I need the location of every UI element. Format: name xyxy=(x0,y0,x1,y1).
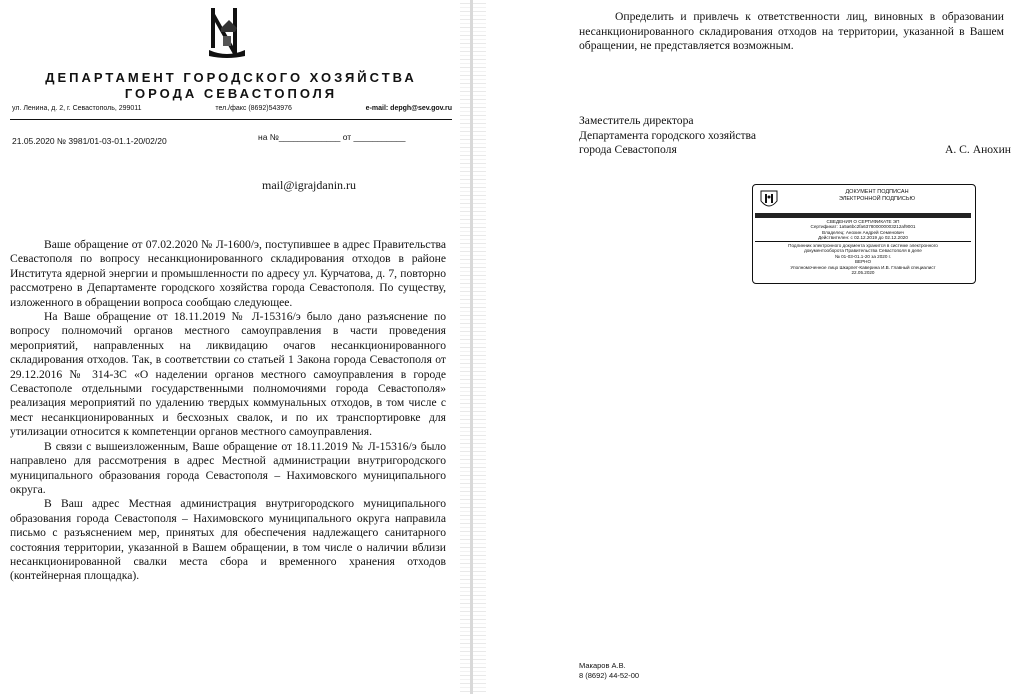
stamp-cert-owner: Владелец: Анохин Андрей Семенович xyxy=(822,229,904,235)
signer-row xyxy=(579,143,1011,158)
stamp-emblem-icon xyxy=(759,189,779,211)
stamp-verified: ВЕРНО xyxy=(854,259,872,265)
performer-block xyxy=(579,661,639,681)
signer-position-line1: Заместитель директора xyxy=(579,114,694,127)
department-name: ДЕПАРТАМЕНТ ГОРОДСКОГО ХОЗЯЙСТВА xyxy=(45,70,417,85)
stamp-title: ДОКУМЕНТ ПОДПИСАН ЭЛЕКТРОННОЙ ПОДПИСЬЮ xyxy=(838,189,916,202)
stamp-header-bar xyxy=(755,213,971,218)
stamp-divider xyxy=(755,241,971,242)
incoming-reference: на №_____________ от ___________ xyxy=(258,132,406,142)
outgoing-reference: 21.05.2020 № 3981/01-03-01.1-20/02/20 xyxy=(12,136,167,146)
body-paragraph: На Ваше обращение от 18.11.2019 № Л-15316/э было дано разъяснение по вопросу полномочий органов местного самоуправления в части проведения мероприятий, направленных на ликвидацию очагов несанкционированного складирования отходов. Так, в соответствии со статьей 1 Закона города Севастополя от 29.12.2016 № 314-ЗС «О наделении органов местного самоуправления в городе Севастополе отдельными государственными полномочиями города Севастополя» реализация мероприятий по удалению твердых коммунальных отходов, в том числе с мест несанкционированных и бесхозных свалок, и по их транспортировке для утилизации относится к компетенции органов местного самоуправления. xyxy=(10,310,446,439)
stamp-cert-validity: Действителен: с 02.12.2019 до 02.12.2020 xyxy=(818,235,908,241)
electronic-signature-stamp xyxy=(752,184,976,284)
stamp-authorized-person: Уполномоченное лицо Шкарпет-Каверина И.В. Главный специалист xyxy=(790,264,936,270)
department-city: ГОРОДА СЕВАСТОПОЛЯ xyxy=(124,86,338,101)
signer-position-line3: города Севастополя xyxy=(579,143,677,157)
stamp-cert-header: СВЕДЕНИЯ О СЕРТИФИКАТЕ ЭП xyxy=(826,219,900,224)
body-paragraph: В Ваш адрес Местная администрация внутригородского муниципального образования города Севастополя – Нахимовского муниципального округа направила письмо с разъяснением мер, принятых для обеспечения надлежащего санитарного состояния территории, указанной в Вашем обращении, в том числе о наличии вблизи несанкционированной свалки места сбора и временного хранения отходов (контейнерная площадка). xyxy=(10,497,446,583)
signer-name: А. С. Анохин xyxy=(945,143,1011,157)
stamp-copy-info: Подлинник электронного документа хранится в системе электронного документооборота Правительства Севастополя в деле № 01-03-01.1-20 за 2020 г. ВЕРНО Уполномоченное лицо Шкарпет-Каверина И.В. Главный специалист 22.05.2020 xyxy=(755,243,971,275)
body-continuation: Определить и привлечь к ответственности лиц, виновных в образовании несанкционированного складирования отходов на территории, указанной в Вашем обращении, не представляется возможным. xyxy=(579,10,1004,53)
letterhead-phone: тел./факс (8692)543976 xyxy=(215,105,292,112)
body-paragraph: Ваше обращение от 07.02.2020 № Л-1600/э, поступившее в адрес Правительства Севастополя по вопросу несанкционированного складирования отходов в районе Института ядерной энергии и промышленности по адресу ул. Курчатова, д. 7, повторно рассмотрено в Департаменте городского хозяйства города Севастополя. По существу, изложенного в обращении вопроса сообщаю следующее. xyxy=(10,238,446,309)
stamp-certificate-info xyxy=(755,219,971,241)
letterhead-address: ул. Ленина, д. 2, г. Севастополь, 299011 xyxy=(12,105,142,112)
addressee-email: mail@igrajdanin.ru xyxy=(262,178,357,192)
stamp-date: 22.05.2020 xyxy=(851,270,875,276)
body-paragraph: В связи с вышеизложенным, Ваше обращение от 18.11.2019 № Л-15316/э было направлено для рассмотрения в адрес Местной администрации внутригородского муниципального образования города Севастополя – Нахимовского муниципального округа. xyxy=(10,439,446,496)
letterhead-divider xyxy=(10,119,452,120)
performer-name: Макаров А.В. xyxy=(579,661,626,670)
signer-position-line2: Департамента городского хозяйства xyxy=(579,128,757,142)
letter-page-2 xyxy=(486,0,1024,694)
stamp-cert-number: Сертификат: 1a5a6bc2fa637800000003212af9001 xyxy=(810,224,916,230)
letterhead-email: e-mail: depgh@sev.gov.ru xyxy=(365,105,452,112)
letter-body xyxy=(10,238,446,584)
signature-block xyxy=(579,114,1011,158)
page-gutter xyxy=(460,0,486,694)
sevastopol-emblem-icon xyxy=(207,6,247,60)
letterhead-contacts xyxy=(12,105,452,112)
performer-phone: 8 (8692) 44-52-00 xyxy=(579,671,640,680)
letter-page-1 xyxy=(0,0,470,694)
